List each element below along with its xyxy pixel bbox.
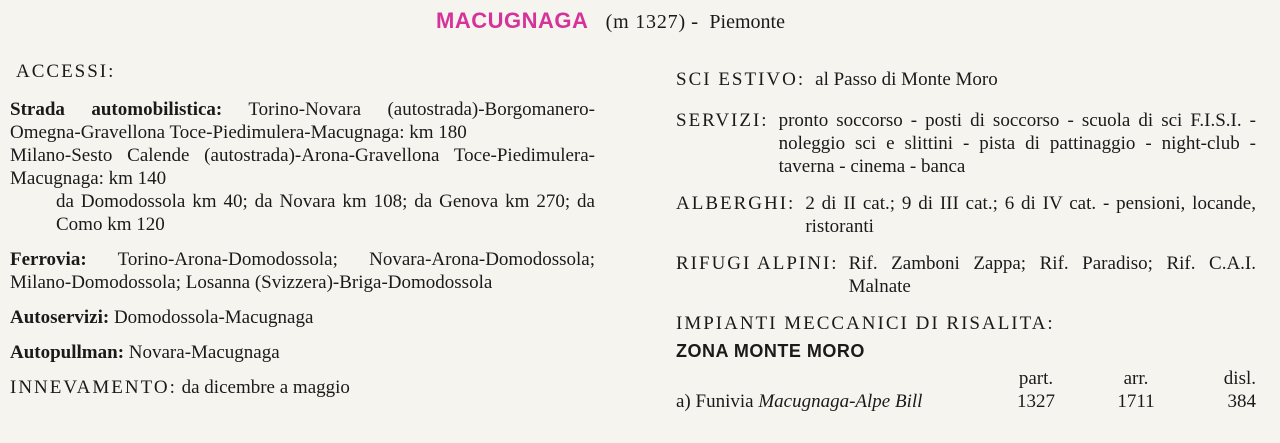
header-separator: - [691, 9, 699, 33]
lift-row-label [676, 391, 922, 413]
lift-route: Macugnaga-Alpe Bill [758, 391, 923, 412]
strada-route-1: Torino-Novara (autostrada)-Borgomanero-Omegna-Gravellona Toce-Piedimulera-Macugnaga: km 180 [10, 99, 595, 143]
innevamento-label: INNEVAMENTO: [10, 377, 177, 398]
lift-index: a) [676, 391, 691, 412]
region-name: Piemonte [709, 11, 785, 33]
servizi-label: SERVIZI: [676, 110, 769, 131]
page-header [436, 8, 785, 34]
strada-label: Strada automobilistica: [10, 99, 223, 120]
left-column [10, 60, 595, 399]
autopullman-entry [10, 341, 595, 364]
place-name: MACUGNAGA [436, 8, 589, 33]
rifugi-text: Rif. Zamboni Zappa; Rif. Paradiso; Rif. C.A.I. Malnate [848, 253, 1256, 297]
ferrovia-text: Torino-Arona-Domodossola; Novara-Arona-Domodossola; Milano-Domodossola; Losanna (Svizzera)-Briga-Domodossola [10, 249, 595, 293]
impianti-label: IMPIANTI MECCANICI DI RISALITA: [676, 313, 1055, 334]
altitude: (m 1327) [605, 11, 686, 33]
alberghi-entry [676, 192, 1256, 238]
rifugi-entry [676, 252, 1256, 298]
accessi-title: ACCESSI: [16, 61, 116, 82]
lift-table [676, 368, 1256, 416]
strada-line-2: Milano-Sesto Calende (autostrada)-Arona-Gravellona Toce-Piedimulera-Macugnaga: km 140 [10, 145, 595, 189]
sci-estivo-text: al Passo di Monte Moro [815, 69, 998, 90]
innevamento-text: da dicembre a maggio [181, 377, 350, 398]
column-header-disl: disl. [1223, 368, 1256, 389]
ferrovia-label: Ferrovia: [10, 249, 87, 270]
lift-part: 1327 [1017, 391, 1055, 412]
sci-estivo-entry [676, 68, 1256, 91]
autoservizi-text: Domodossola-Macugnaga [113, 307, 314, 328]
servizi-entry [676, 109, 1256, 178]
alberghi-text: 2 di II cat.; 9 di III cat.; 6 di IV cat. - pensioni, locande, ristoranti [805, 193, 1256, 237]
strada-entry [10, 98, 595, 236]
sci-estivo-label: SCI ESTIVO: [676, 69, 806, 90]
lift-disl: 384 [1227, 391, 1256, 412]
column-header-part: part. [1018, 368, 1054, 389]
strada-line-3: da Domodossola km 40; da Novara km 108; da Genova km 270; da Como km 120 [56, 191, 595, 235]
innevamento-entry [10, 376, 595, 399]
alberghi-label: ALBERGHI: [676, 193, 796, 214]
lift-arr: 1711 [1117, 391, 1155, 412]
lift-type: Funivia [695, 391, 754, 412]
strada-line-1 [10, 98, 595, 144]
ferrovia-entry [10, 248, 595, 294]
right-column [676, 68, 1256, 416]
autoservizi-entry [10, 306, 595, 329]
autoservizi-label: Autoservizi: [10, 307, 110, 328]
impianti-title [676, 312, 1256, 335]
rifugi-label: RIFUGI ALPINI: [676, 253, 839, 274]
autopullman-text: Novara-Macugnaga [128, 342, 280, 363]
servizi-text: pronto soccorso - posti di soccorso - scuola di sci F.I.S.I. - noleggio sci e slittini - pista di pattinaggio - night-club - taverna - cinema - banca [778, 110, 1256, 177]
autopullman-label: Autopullman: [10, 342, 125, 363]
column-header-arr: arr. [1123, 368, 1149, 389]
zone-title: ZONA MONTE MORO [676, 341, 865, 361]
